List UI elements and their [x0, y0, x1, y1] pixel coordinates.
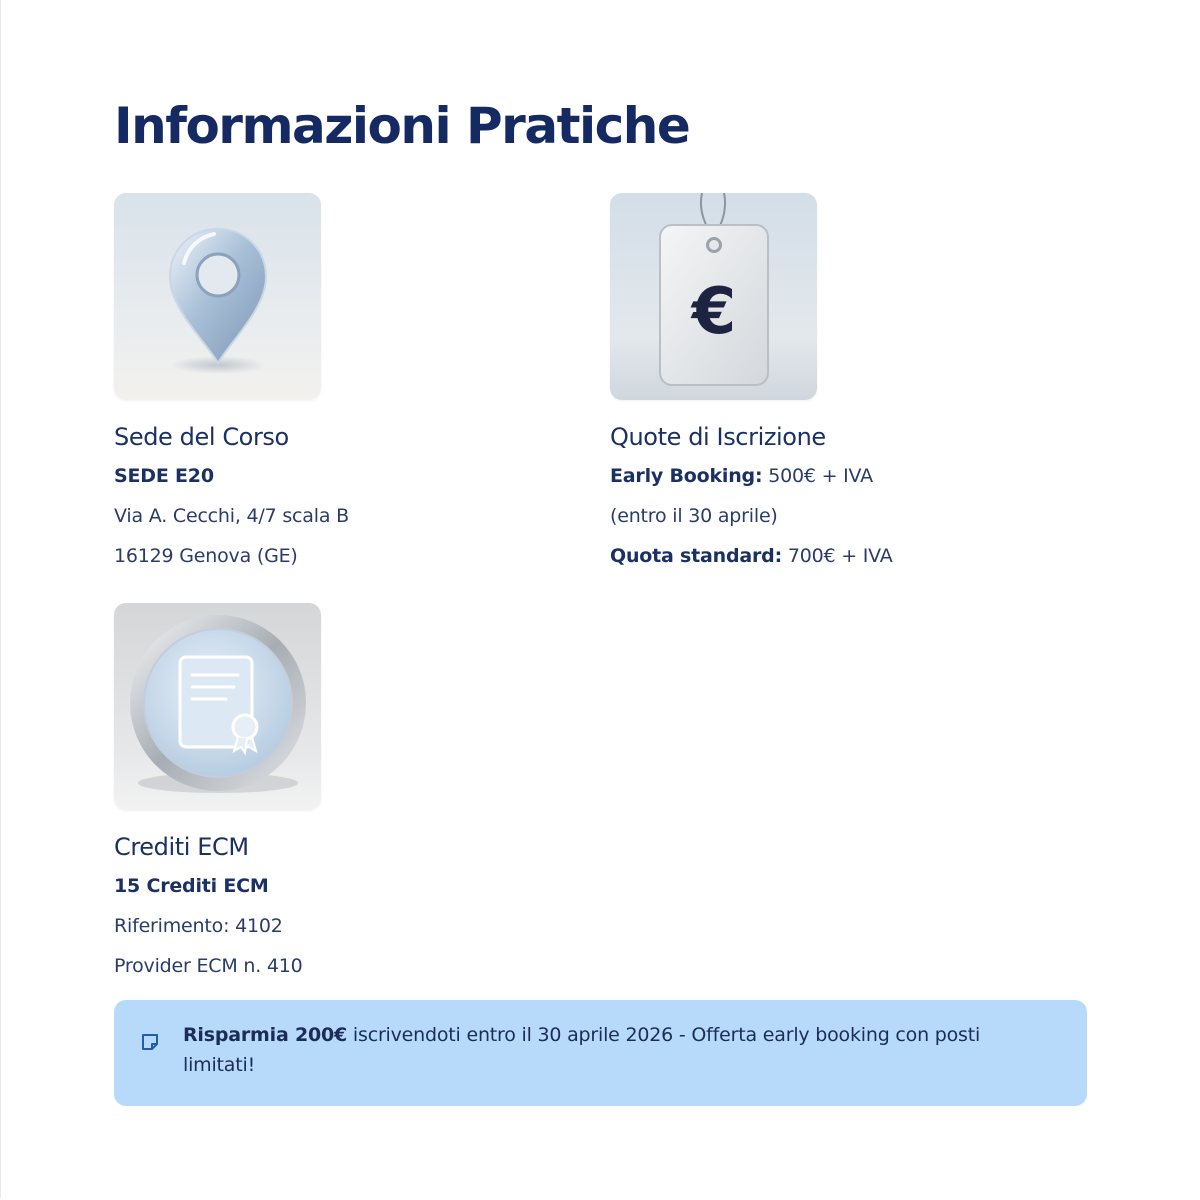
venue-city: 16129 Genova (GE): [114, 545, 298, 567]
venue-name: SEDE E20: [114, 465, 214, 487]
euro-price-tag-icon: [610, 193, 817, 400]
standard-price: Quota standard: 700€ + IVA: [610, 545, 893, 567]
certificate-badge-icon: [114, 603, 321, 810]
card-heading: Crediti ECM: [114, 833, 249, 861]
venue-card: [114, 193, 534, 576]
card-heading: Sede del Corso: [114, 423, 289, 451]
early-booking-deadline: (entro il 30 aprile): [610, 505, 778, 527]
ecm-reference: Riferimento: 4102: [114, 915, 283, 937]
note-icon: [140, 1032, 160, 1052]
card-heading: Quote di Iscrizione: [610, 423, 826, 451]
venue-address: Via A. Cecchi, 4/7 scala B: [114, 505, 349, 527]
svg-text:€: €: [691, 275, 737, 349]
ecm-credits-card: [114, 603, 534, 986]
location-pin-icon: [114, 193, 321, 400]
ecm-credits-count: 15 Crediti ECM: [114, 875, 269, 897]
fees-card: [610, 193, 1030, 576]
page-title: Informazioni Pratiche: [114, 97, 690, 155]
ecm-provider: Provider ECM n. 410: [114, 955, 303, 977]
early-booking-price: Early Booking: 500€ + IVA: [610, 465, 873, 487]
early-booking-notice: [114, 1000, 1087, 1106]
notice-text: Risparmia 200€ iscrivendoti entro il 30 aprile 2026 - Offerta early booking con posti limitati!: [183, 1024, 981, 1076]
